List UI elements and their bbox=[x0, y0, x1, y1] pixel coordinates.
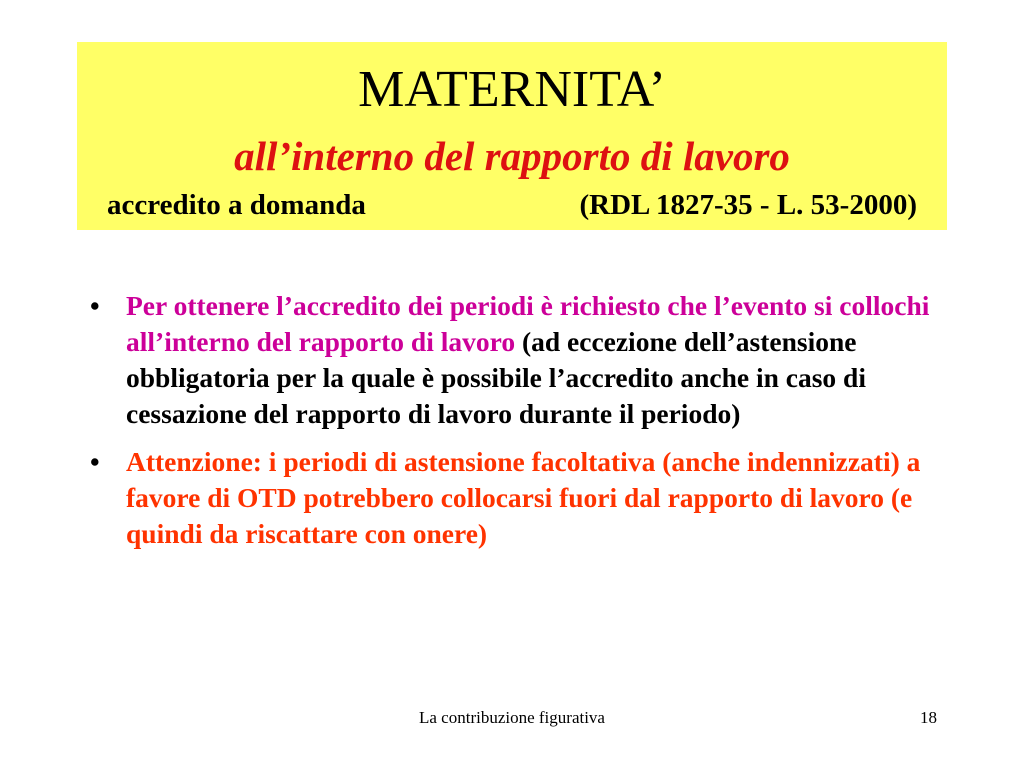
bullet-2-text: Attenzione: i periodi di astensione facoltativa (anche indennizzati) a favore di OTD potrebbero collocarsi fuori dal rapporto di lavoro (e quindi da riscattare con onere) bbox=[126, 446, 921, 549]
bullet-1-highlight: Per ottenere l’accredito dei periodi è richiesto che l’evento si collochi all’interno del rapporto di lavoro bbox=[126, 290, 930, 357]
bullet-1-text: (ad eccezione dell’astensione obbligatoria per la quale è possibile l’accredito anche in caso di cessazione del rapporto di lavoro durante il periodo) bbox=[126, 326, 866, 429]
bullet-item-2 bbox=[86, 444, 956, 552]
bullet-list bbox=[86, 288, 956, 564]
page-number: 18 bbox=[920, 708, 937, 727]
slide-title: MATERNITA’ bbox=[358, 61, 666, 118]
bullet-marker: • bbox=[90, 290, 100, 321]
slide-subtitle: all’interno del rapporto di lavoro bbox=[234, 133, 790, 179]
title-reference-line bbox=[107, 188, 917, 222]
footer-title: La contribuzione figurativa bbox=[419, 708, 605, 727]
reference-left: accredito a domanda bbox=[107, 189, 366, 221]
bullet-item-1 bbox=[86, 288, 956, 432]
reference-right: (RDL 1827-35 - L. 53-2000) bbox=[579, 189, 917, 221]
title-box bbox=[77, 42, 947, 230]
bullet-marker: • bbox=[90, 446, 100, 477]
